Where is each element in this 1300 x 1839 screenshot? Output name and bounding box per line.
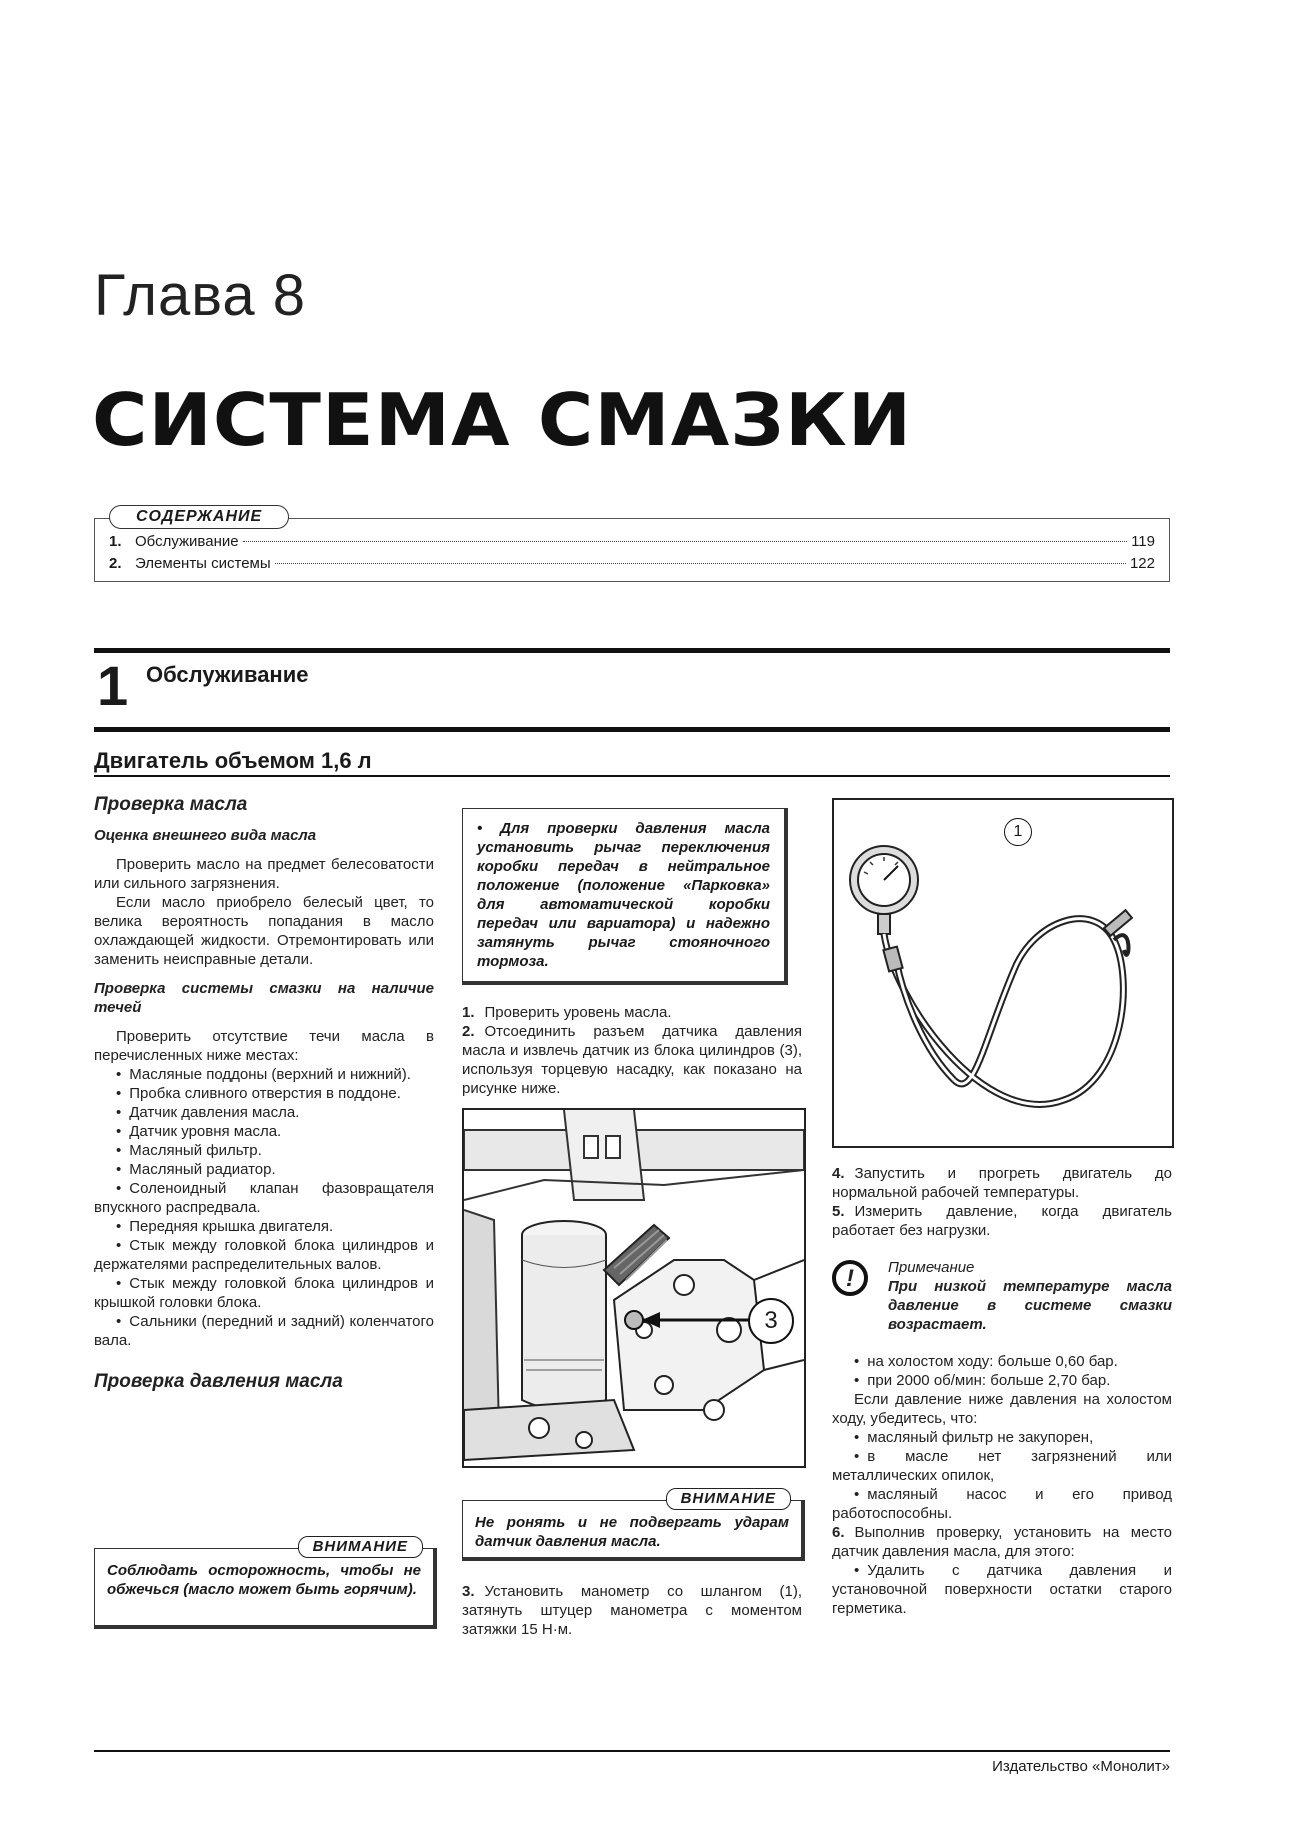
toc-item-number: 2. — [109, 555, 122, 572]
note-text: При низкой температуре масла давление в системе смазки возрастает. — [888, 1278, 1172, 1333]
section-title: Обслуживание — [146, 662, 309, 687]
list-item: • Сальники (передний и задний) коленчатого вала. — [94, 1312, 434, 1350]
list-item: • Передняя крышка двигателя. — [94, 1217, 434, 1236]
step-text: Установить манометр со шлангом (1), затянуть штуцер манометра с моментом затяжки 15 Н·м. — [462, 1583, 802, 1638]
leak-locations-list — [94, 1065, 434, 1350]
warning-label: ВНИМАНИЕ — [298, 1536, 423, 1558]
checks-list — [832, 1428, 1172, 1523]
figure-callout-number: 3 — [748, 1298, 794, 1344]
step-number: 3. — [462, 1583, 475, 1600]
warning-text: Не ронять и не подвергать ударам датчик давления масла. — [475, 1514, 789, 1550]
step-text: Отсоединить разъем датчика давления масла и извлечь датчик из блока цилиндров (3), используя торцевую насадку, как показано на рисунке ниже. — [462, 1023, 802, 1097]
list-item: • Масляные поддоны (верхний и нижний). — [94, 1065, 434, 1084]
section-rule-bottom — [94, 727, 1170, 732]
toc-item-number: 1. — [109, 533, 122, 550]
paragraph: Если масло приобрело белесый цвет, то велика вероятность попадания в масло охлаждающей жидкости. Отремонтировать или заменить неисправные детали. — [94, 894, 434, 968]
substeps-list — [832, 1561, 1172, 1618]
pressure-values-list — [832, 1352, 1172, 1390]
toc-item-label: Элементы системы — [135, 555, 271, 572]
toc-leader-dots — [243, 541, 1128, 542]
paragraph: Проверить масло на предмет белесоватости или сильного загрязнения. — [94, 856, 434, 892]
list-item: • Масляный радиатор. — [94, 1160, 434, 1179]
toc-item[interactable] — [109, 533, 1155, 553]
column-left — [94, 795, 434, 1391]
note-title: Примечание — [888, 1259, 975, 1276]
warning-label: ВНИМАНИЕ — [666, 1488, 791, 1510]
list-item: • Соленоидный клапан фазовращателя впускного распредвала. — [94, 1179, 434, 1217]
list-item: • Датчик уровня масла. — [94, 1122, 434, 1141]
step-item — [832, 1523, 1172, 1561]
step-text: Выполнив проверку, установить на место датчик давления масла, для этого: — [832, 1524, 1172, 1560]
toc-item[interactable] — [109, 555, 1155, 575]
steps-1-2 — [462, 1003, 802, 1098]
step-item — [832, 1164, 1172, 1202]
heading-oil-appearance: Оценка внешнего вида масла — [94, 827, 317, 844]
step-number: 1. — [462, 1004, 475, 1021]
toc-item-page: 119 — [1131, 533, 1155, 550]
step-text: Запустить и прогреть двигатель до нормальной рабочей температуры. — [832, 1165, 1172, 1201]
step-number: 6. — [832, 1524, 845, 1541]
section-rule-top — [94, 648, 1170, 653]
note-block — [832, 1258, 1172, 1334]
step-number: 5. — [832, 1203, 845, 1220]
column-right — [832, 1164, 1172, 1618]
step-number: 4. — [832, 1165, 845, 1182]
toc-heading: СОДЕРЖАНИЕ — [109, 505, 289, 529]
chapter-title: СИСТЕМА СМАЗКИ — [92, 378, 913, 462]
warning-box — [94, 1538, 437, 1629]
step-text: Измерить давление, когда двигатель работает без нагрузки. — [832, 1203, 1172, 1239]
step-text: Проверить уровень масла. — [484, 1004, 672, 1021]
list-item: • Стык между головкой блока цилиндров и крышкой головки блока. — [94, 1274, 434, 1312]
list-item: • на холостом ходу: больше 0,60 бар. — [832, 1352, 1172, 1371]
step-item — [462, 1582, 802, 1639]
table-of-contents — [94, 508, 1170, 582]
toc-item-label: Обслуживание — [135, 533, 239, 550]
list-item: • масляный фильтр не закупорен, — [832, 1428, 1172, 1447]
subsection-rule — [94, 775, 1170, 777]
column-middle — [462, 808, 788, 985]
figure-callout-number: 1 — [1004, 818, 1032, 846]
engine-sensor-figure — [462, 1108, 806, 1468]
paragraph: Проверить отсутствие течи масла в перечисленных ниже местах: — [94, 1028, 434, 1064]
pressure-gauge-illustration — [834, 800, 1172, 1146]
publisher-name: Издательство «Монолит» — [992, 1758, 1170, 1775]
list-item: • Датчик давления масла. — [94, 1103, 434, 1122]
footer-rule — [94, 1750, 1170, 1752]
chapter-label: Глава 8 — [94, 263, 307, 328]
list-item: • Стык между головкой блока цилиндров и держателями распределительных валов. — [94, 1236, 434, 1274]
toc-leader-dots — [275, 563, 1126, 564]
list-item: • при 2000 об/мин: больше 2,70 бар. — [832, 1371, 1172, 1390]
section-number: 1 — [97, 654, 129, 717]
engine-illustration — [464, 1110, 804, 1466]
step-item — [832, 1202, 1172, 1240]
toc-item-page: 122 — [1129, 555, 1155, 572]
list-item: • в масле нет загрязнений или металлических опилок, — [832, 1447, 1172, 1485]
step-item — [462, 1003, 802, 1022]
warning-box-sensor — [462, 1490, 805, 1561]
list-item: • Масляный фильтр. — [94, 1141, 434, 1160]
list-item: • Пробка сливного отверстия в поддоне. — [94, 1084, 434, 1103]
heading-pressure-check: Проверка давления масла — [94, 1371, 343, 1392]
exclamation-icon: ! — [832, 1260, 868, 1296]
step-number: 2. — [462, 1023, 475, 1040]
step-item — [462, 1022, 802, 1098]
heading-leak-check: Проверка системы смазки на наличие течей — [94, 980, 434, 1016]
warning-text: Соблюдать осторожность, чтобы не обжечься (масло может быть горячим). — [107, 1562, 421, 1598]
subsection-title: Двигатель объемом 1,6 л — [94, 748, 372, 773]
paragraph: Если давление ниже давления на холостом ходу, убедитесь, что: — [832, 1391, 1172, 1427]
list-item: • Удалить с датчика давления и установочной поверхности остатки старого герметика. — [832, 1561, 1172, 1618]
step-3 — [462, 1582, 802, 1639]
heading-oil-check: Проверка масла — [94, 794, 248, 815]
pressure-gauge-figure — [832, 798, 1174, 1148]
instruction-note: • Для проверки давления масла установить рычаг переключения коробки передач в нейтральное положение (положение «Парковка» для автоматической коробки передач или вариатора) и надежно затянуть рычаг стояночного тормоза. — [462, 808, 788, 985]
list-item: • масляный насос и его привод работоспособны. — [832, 1485, 1172, 1523]
